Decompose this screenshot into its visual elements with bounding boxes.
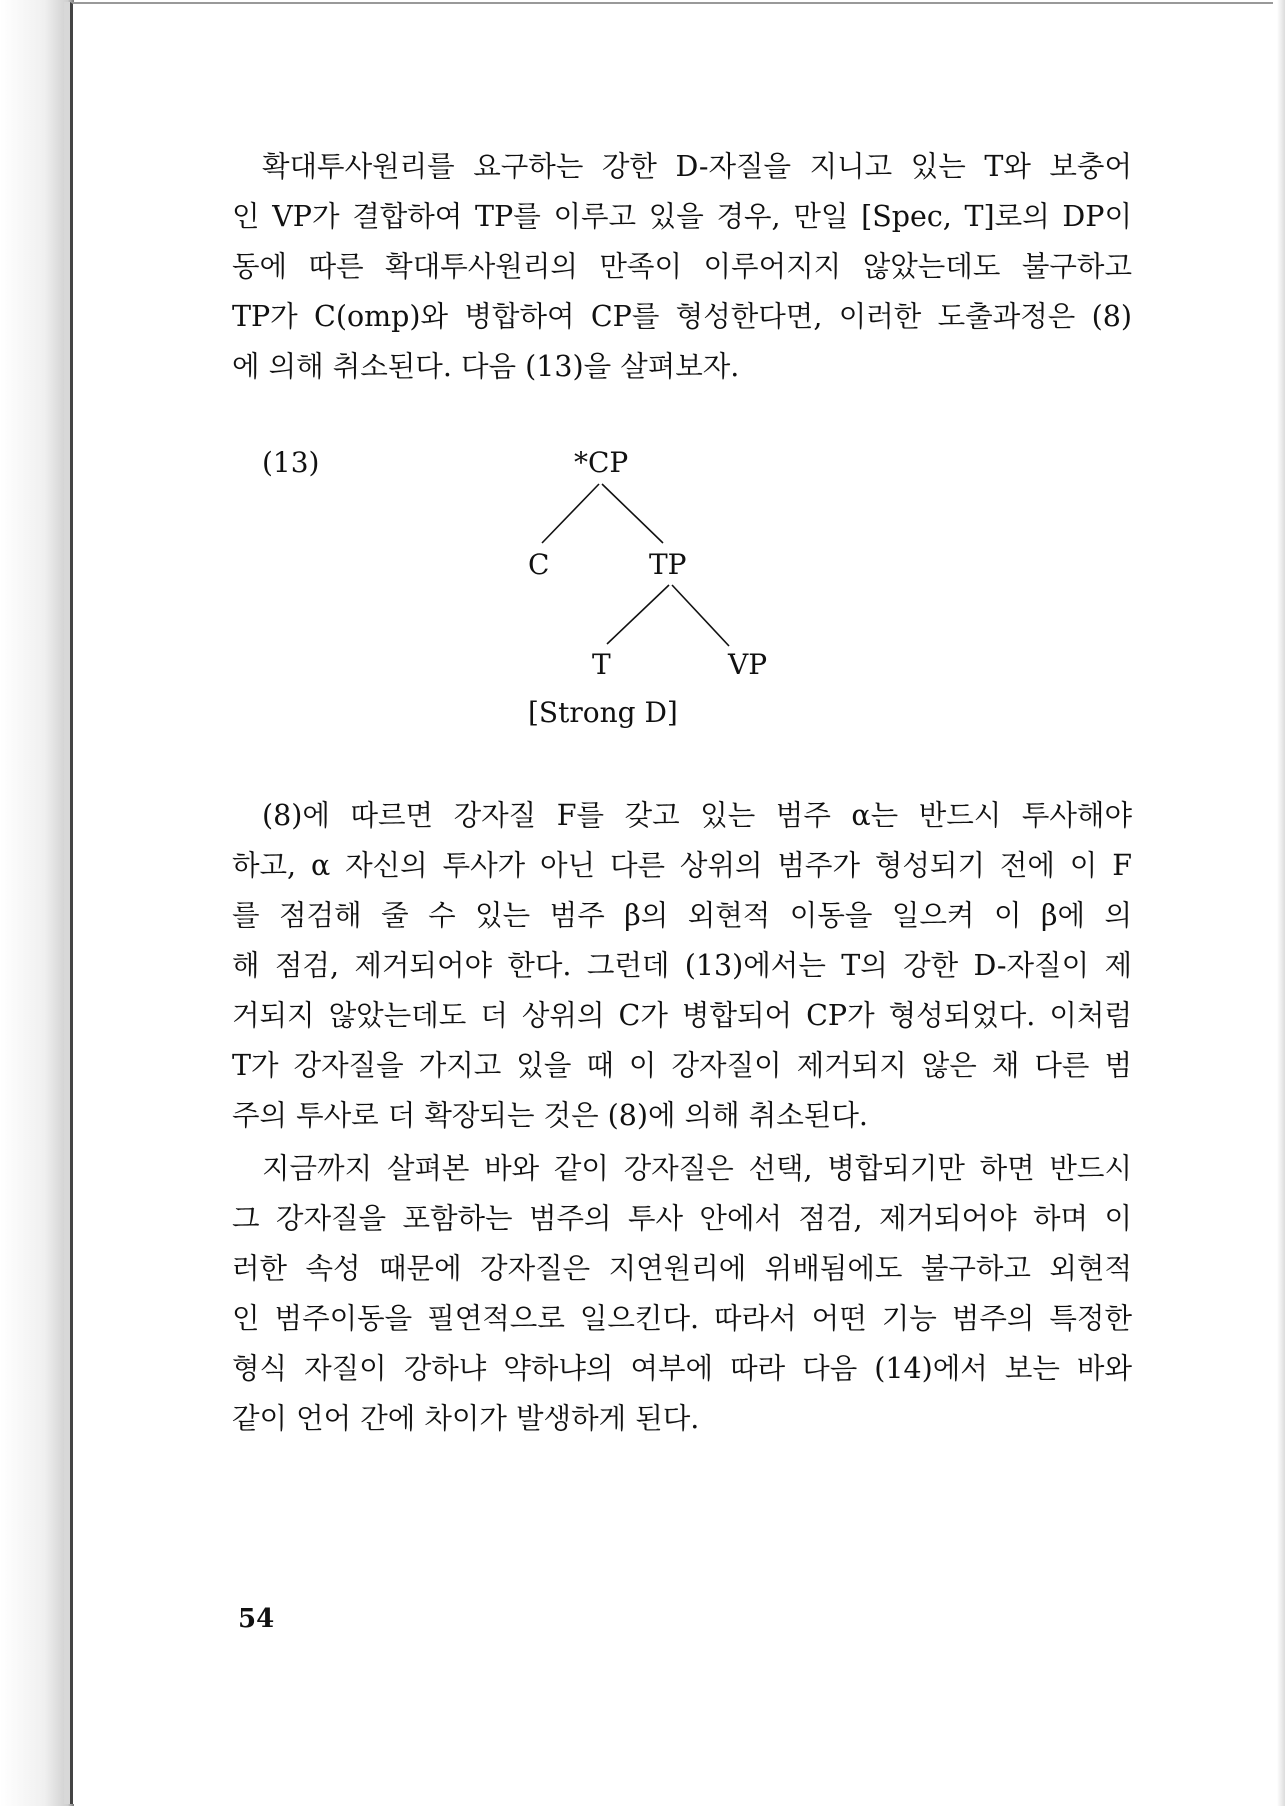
branch-cp-tp — [602, 484, 663, 543]
paragraph-line: 동에 따른 확대투사원리의 만족이 이루어지지 않았는데도 불구하고 — [232, 250, 1132, 283]
feature-label: [Strong D] — [528, 696, 678, 729]
paragraph-line: T가 강자질을 가지고 있을 때 이 강자질이 제거되지 않은 채 다른 범 — [232, 1049, 1132, 1082]
paragraph-line: 러한 속성 때문에 강자질은 지연원리에 위배됨에도 불구하고 외현적 — [232, 1252, 1132, 1285]
paragraph-line: 하고, α 자신의 투사가 아닌 다른 상위의 범주가 형성되기 전에 이 F — [232, 849, 1132, 882]
node-vp: VP — [728, 648, 768, 681]
branch-tp-vp — [672, 585, 729, 646]
paragraph-line: 해 점검, 제거되어야 한다. 그런데 (13)에서는 T의 강한 D-자질이 제 — [232, 949, 1132, 982]
paragraph-line: 주의 투사로 더 확장되는 것은 (8)에 의해 취소된다. — [232, 1099, 868, 1132]
paragraph-line: 지금까지 살펴본 바와 같이 강자질은 선택, 병합되기만 하면 반드시 — [262, 1152, 1132, 1185]
node-t: T — [592, 648, 611, 681]
syntax-tree — [500, 440, 820, 740]
paragraph-line: 거되지 않았는데도 더 상위의 C가 병합되어 CP가 형성되었다. 이처럼 — [232, 999, 1132, 1032]
page-right-edge — [1277, 0, 1285, 1806]
branch-cp-c — [542, 484, 599, 543]
page-binding-edge — [0, 0, 74, 1806]
paragraph-line: 인 범주이동을 필연적으로 일으킨다. 따라서 어떤 기능 범주의 특정한 — [232, 1302, 1132, 1335]
paragraph-line: TP가 C(omp)와 병합하여 CP를 형성한다면, 이러한 도출과정은 (8) — [232, 300, 1132, 333]
paragraph-line: 그 강자질을 포함하는 범주의 투사 안에서 점검, 제거되어야 하며 이 — [232, 1202, 1132, 1235]
paragraph-line: 확대투사원리를 요구하는 강한 D-자질을 지니고 있는 T와 보충어 — [262, 150, 1132, 183]
paragraph-line: 인 VP가 결합하여 TP를 이루고 있을 경우, 만일 [Spec, T]로의 DP이 — [232, 200, 1132, 233]
paragraph-line: (8)에 따르면 강자질 F를 갖고 있는 범주 α는 반드시 투사해야 — [262, 799, 1132, 832]
paragraph-1 — [232, 142, 1132, 392]
paragraph-3 — [232, 1144, 1132, 1444]
page-number: 54 — [238, 1604, 275, 1634]
paragraph-line: 를 점검해 줄 수 있는 범주 β의 외현적 이동을 일으켜 이 β에 의 — [232, 899, 1132, 932]
node-cp: *CP — [574, 446, 629, 479]
node-tp: TP — [649, 548, 687, 581]
paragraph-line: 같이 언어 간에 차이가 발생하게 된다. — [232, 1402, 700, 1435]
paragraph-line: 에 의해 취소된다. 다음 (13)을 살펴보자. — [232, 350, 740, 383]
branch-tp-t — [607, 585, 669, 644]
tree-branches — [500, 440, 820, 740]
paragraph-line: 형식 자질이 강하냐 약하냐의 여부에 따라 다음 (14)에서 보는 바와 — [232, 1352, 1132, 1385]
paragraph-2 — [232, 791, 1132, 1141]
example-number: (13) — [262, 446, 320, 479]
node-c: C — [528, 548, 550, 581]
